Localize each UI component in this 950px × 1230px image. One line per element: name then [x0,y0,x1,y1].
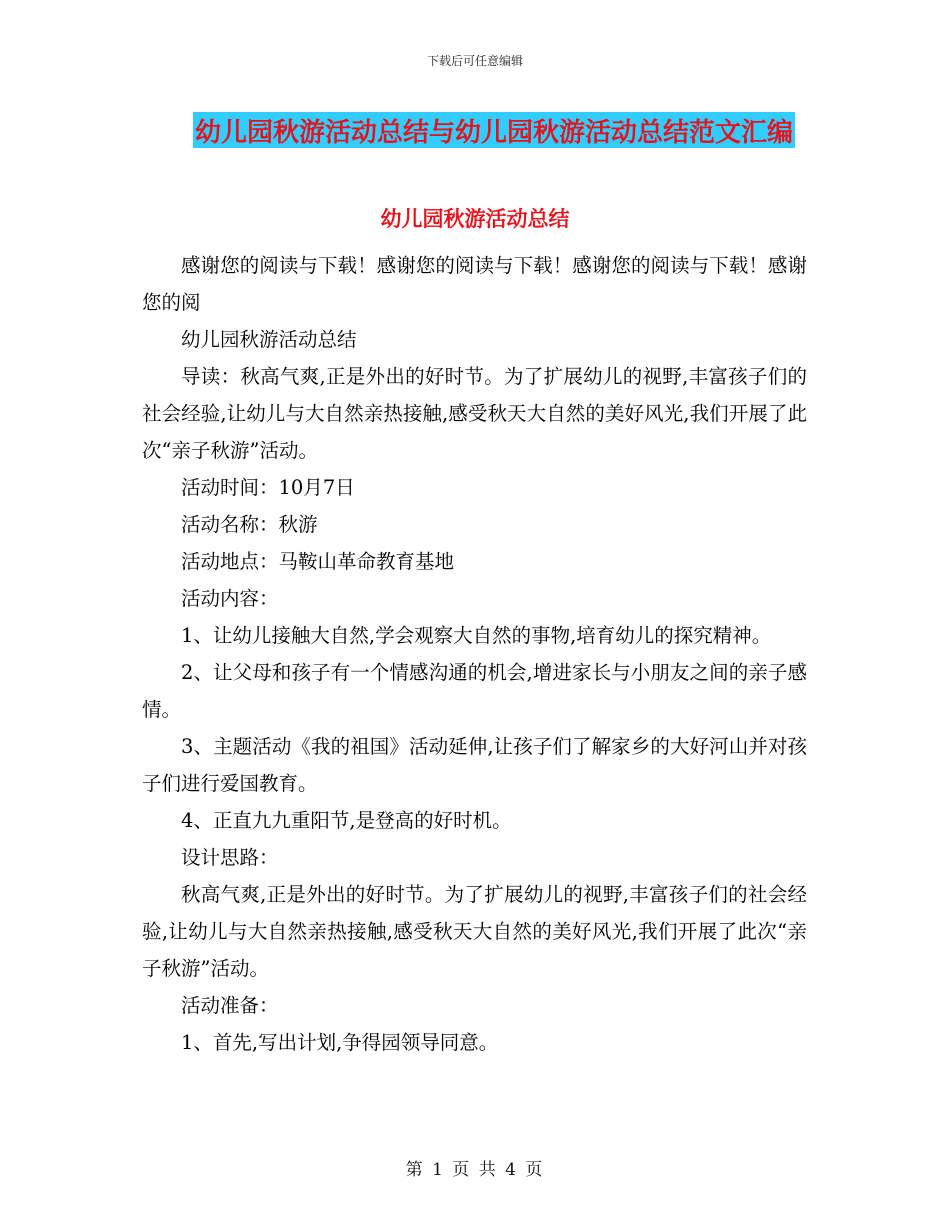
paragraph-content-2: 2、让父母和孩子有一个情感沟通的机会,增进家长与小朋友之间的亲子感情。 [142,661,807,721]
main-title-highlight [193,112,795,148]
paragraph-intro: 导读：秋高气爽,正是外出的好时节。为了扩展幼儿的视野,丰富孩子们的社会经验,让幼儿与大自然亲热接触,感受秋天大自然的美好风光,我们开展了此次“亲子秋游”活动。 [142,365,807,462]
paragraph-time: 活动时间：10月7日 [181,476,355,499]
paragraph-subtitle: 幼儿园秋游活动总结 [181,328,357,351]
document-body [142,247,807,1061]
paragraph-content-heading: 活动内容： [181,587,279,610]
header-note: 下载后可任意编辑 [426,54,523,68]
paragraph-design-heading: 设计思路： [181,846,279,869]
paragraph-thanks: 感谢您的阅读与下载！感谢您的阅读与下载！感谢您的阅读与下载！感谢您的阅 [142,254,807,314]
paragraph-content-1: 1、让幼儿接触大自然,学会观察大自然的事物,培育幼儿的探究精神。 [181,624,772,647]
paragraph-location: 活动地点：马鞍山革命教育基地 [181,550,455,573]
paragraph-content-4: 4、正直九九重阳节,是登高的好时机。 [181,809,512,832]
main-title: 幼儿园秋游活动总结与幼儿园秋游活动总结范文汇编 [195,117,794,148]
paragraph-prep-heading: 活动准备： [181,994,279,1017]
paragraph-name: 活动名称：秋游 [181,513,318,536]
section-title: 幼儿园秋游活动总结 [380,207,570,231]
page-footer: 第 1 页 共 4 页 [405,1160,545,1180]
paragraph-prep-1: 1、首先,写出计划,争得园领导同意。 [181,1031,499,1054]
paragraph-content-3: 3、主题活动《我的祖国》活动延伸,让孩子们了解家乡的大好河山并对孩子们进行爱国教育。 [142,735,807,795]
paragraph-design: 秋高气爽,正是外出的好时节。为了扩展幼儿的视野,丰富孩子们的社会经验,让幼儿与大自然亲热接触,感受秋天大自然的美好风光,我们开展了此次“亲子秋游”活动。 [142,883,807,980]
